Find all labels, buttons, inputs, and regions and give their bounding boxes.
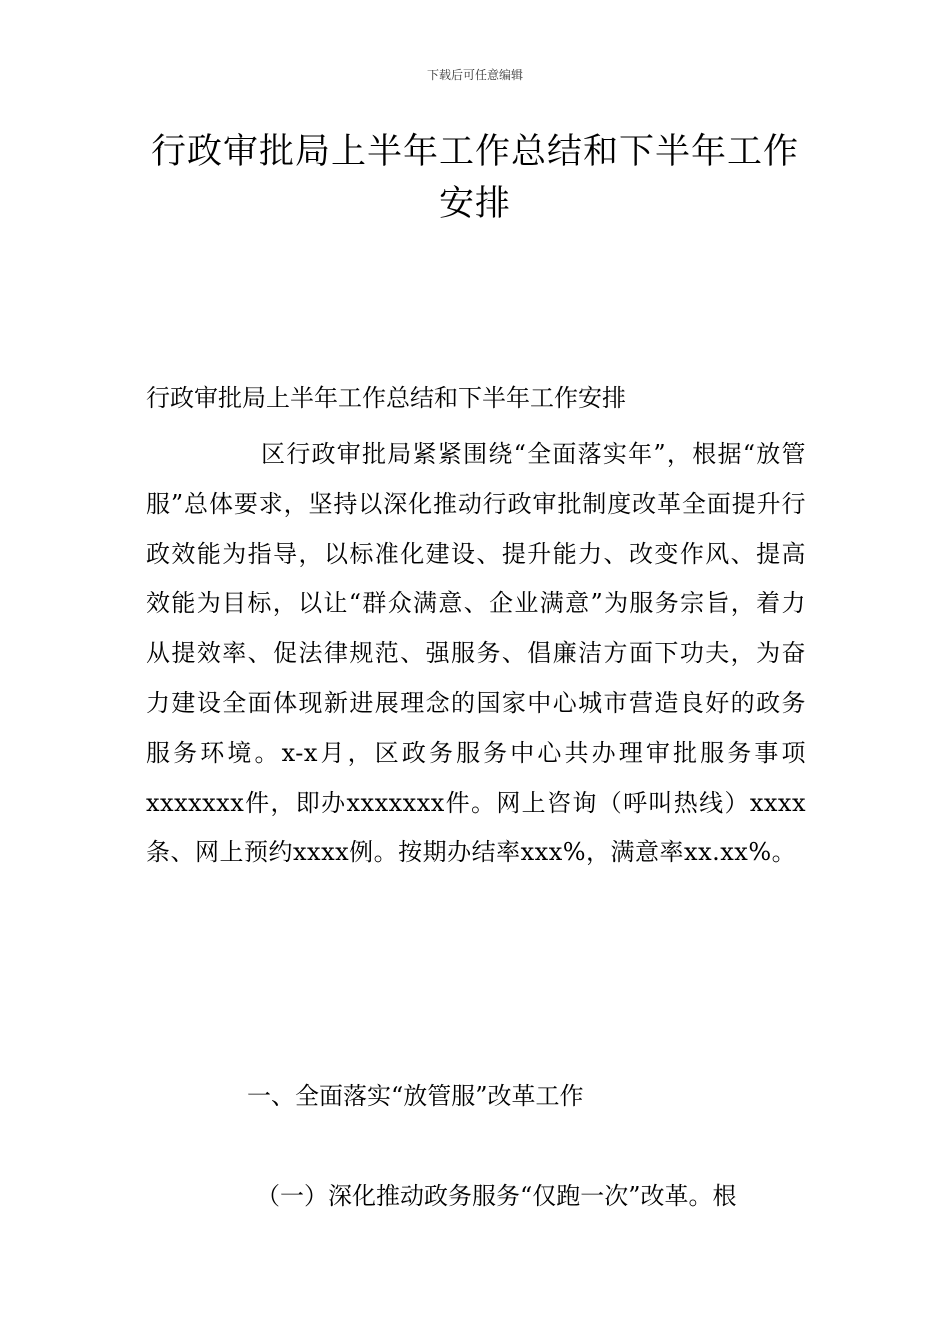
- document-subtitle: 行政审批局上半年工作总结和下半年工作安排: [146, 384, 626, 412]
- header-note: 下载后可任意编辑: [426, 68, 523, 82]
- subsection-paragraph-1: （一）深化推动政务服务“仅跑一次”改革。根: [256, 1182, 737, 1210]
- section-heading-1: 一、全面落实“放管服”改革工作: [247, 1082, 584, 1110]
- intro-paragraph: 区行政审批局紧紧围绕“全面落实年”，根据“放管服”总体要求，坚持以深化推动行政审批制度改革全面提升行政效能为指导，以标准化建设、提升能力、改变作风、提高效能为目标，以让“群众满意、企业满意”为服务宗旨，着力从提效率、促法律规范、强服务、倡廉洁方面下功夫，为奋力建设全面体现新进展理念的国家中心城市营造良好的政务服务环境。x-x月，区政务服务中心共办理审批服务事项xxxxxxx件，即办xxxxxxx件。网上咨询（呼叫热线）xxxx条、网上预约xxxx例。按期办结率xxx%，满意率xx.xx%。: [146, 440, 806, 867]
- document-title: 行政审批局上半年工作总结和下半年工作安排: [150, 132, 799, 224]
